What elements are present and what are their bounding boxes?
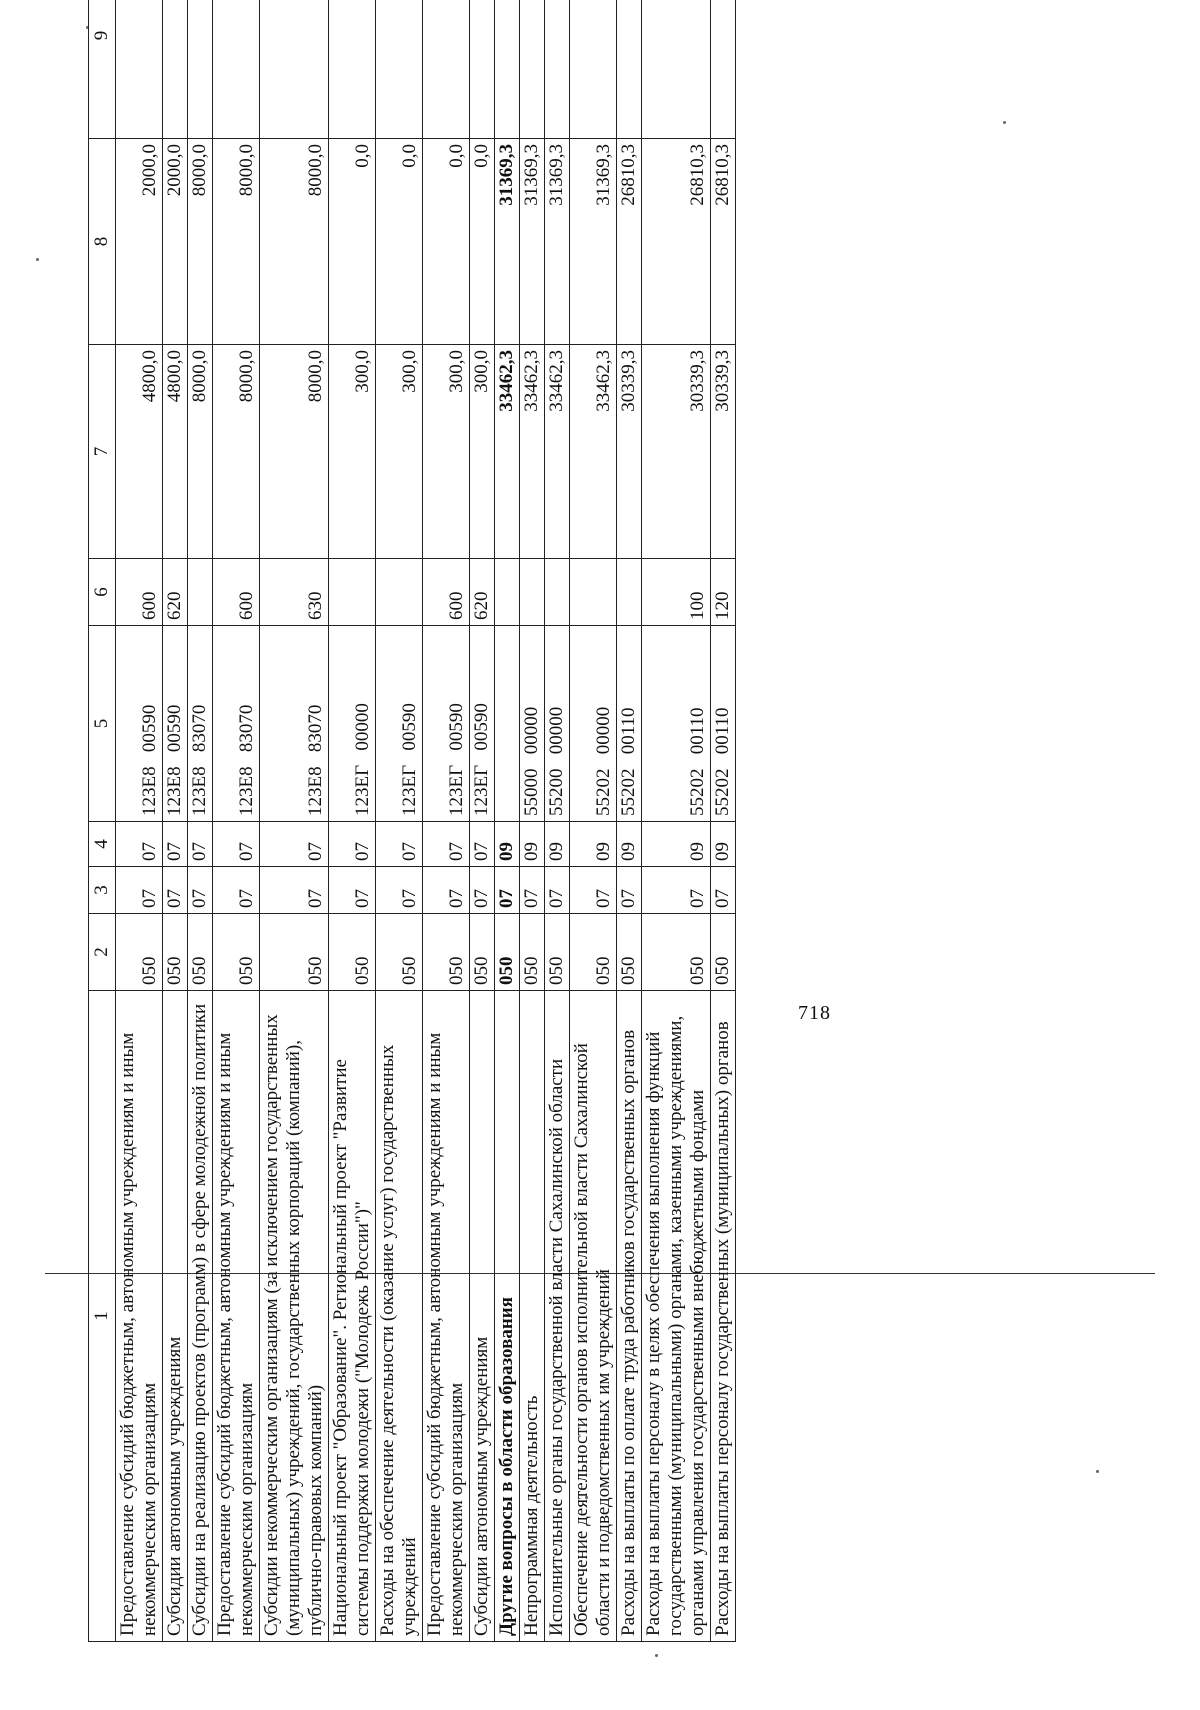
expense-type-code [545,559,570,626]
section-code: 07 [213,867,260,914]
admin-code: 050 [329,914,376,991]
column-header-9: 9 [89,0,116,139]
row-description: Расходы на выплаты персоналу в целях обеспечения выполнения функций государственными (муниципальными) органами, казенными учреждениями, органами управления государственными внебюджетными фондами [642,991,711,1642]
row-description: Субсидии автономным учреждениям [163,991,188,1642]
table-row [570,0,617,1642]
row-description: Предоставление субсидий бюджетным, автономным учреждениям и иным некоммерческим организациям [213,991,260,1642]
amount-col-8: 0,0 [423,139,470,345]
table-row [470,0,495,1642]
section-code: 07 [570,867,617,914]
amount-col-9 [545,0,570,139]
admin-code: 050 [188,914,213,991]
amount-col-7: 30339,3 [711,345,736,559]
row-description: Обеспечение деятельности органов исполнительной власти Сахалинской области и подведомственных им учреждений [570,991,617,1642]
subsection-code: 07 [116,822,163,867]
admin-code: 050 [520,914,545,991]
table-body [116,0,736,1642]
expense-type-code [520,559,545,626]
section-code: 07 [329,867,376,914]
amount-col-8: 31369,3 [570,139,617,345]
expense-type-code [376,559,423,626]
amount-col-7: 8000,0 [188,345,213,559]
row-description: Субсидии некоммерческим организациям (за исключением государственных (муниципальных) учреждений, государственных корпораций (компаний), публично-правовых компаний) [260,991,329,1642]
amount-col-8: 8000,0 [213,139,260,345]
amount-col-7: 300,0 [470,345,495,559]
column-header-4: 4 [89,822,116,867]
amount-col-8: 26810,3 [617,139,642,345]
expense-type-code [329,559,376,626]
amount-col-9 [470,0,495,139]
section-code: 07 [495,867,520,914]
amount-col-8: 8000,0 [260,139,329,345]
target-article-code: 123E8 00590 [116,626,163,822]
amount-col-9 [495,0,520,139]
admin-code: 050 [423,914,470,991]
target-article-code: 55202 00110 [642,626,711,822]
amount-col-8: 31369,3 [495,139,520,345]
target-article-code: 123E8 83070 [260,626,329,822]
amount-col-7: 33462,3 [495,345,520,559]
admin-code: 050 [116,914,163,991]
amount-col-8: 26810,3 [711,139,736,345]
target-article-code: 55202 00110 [617,626,642,822]
expense-type-code: 600 [423,559,470,626]
amount-col-9 [213,0,260,139]
table-row [376,0,423,1642]
expense-type-code [188,559,213,626]
row-description: Непрограммная деятельность [520,991,545,1642]
target-article-code [495,626,520,822]
subsection-code: 07 [376,822,423,867]
budget-table [88,0,736,1642]
row-description: Предоставление субсидий бюджетным, автономным учреждениям и иным некоммерческим организациям [116,991,163,1642]
subsection-code: 07 [188,822,213,867]
table-header-row [89,0,116,1642]
amount-col-8: 31369,3 [545,139,570,345]
target-article-code: 123ЕГ 00590 [376,626,423,822]
subsection-code: 07 [329,822,376,867]
section-code: 07 [163,867,188,914]
table-row [617,0,642,1642]
rotated-table-container [88,32,1158,1642]
subsection-code: 07 [213,822,260,867]
table-row [520,0,545,1642]
subsection-code: 09 [520,822,545,867]
amount-col-8: 26810,3 [642,139,711,345]
table-row [116,0,163,1642]
section-code: 07 [520,867,545,914]
row-description: Субсидии автономным учреждениям [470,991,495,1642]
amount-col-9 [116,0,163,139]
row-description: Национальный проект "Образование". Региональный проект "Развитие системы поддержки молодежи ("Молодежь России")" [329,991,376,1642]
section-code: 07 [545,867,570,914]
amount-col-9 [570,0,617,139]
expense-type-code: 100 [642,559,711,626]
expense-type-code: 620 [470,559,495,626]
row-description: Предоставление субсидий бюджетным, автономным учреждениям и иным некоммерческим организациям [423,991,470,1642]
section-code: 07 [116,867,163,914]
table-row [260,0,329,1642]
amount-col-9 [376,0,423,139]
amount-col-7: 30339,3 [642,345,711,559]
expense-type-code [570,559,617,626]
table-row [188,0,213,1642]
amount-col-7: 33462,3 [545,345,570,559]
table-row [163,0,188,1642]
target-article-code: 123E8 00590 [163,626,188,822]
subsection-code: 07 [423,822,470,867]
column-header-2: 2 [89,914,116,991]
scan-speck [655,1654,658,1657]
row-description: Расходы на обеспечение деятельности (оказание услуг) государственных учреждений [376,991,423,1642]
table-row [495,0,520,1642]
admin-code: 050 [470,914,495,991]
section-code: 07 [260,867,329,914]
target-article-code: 55200 00000 [545,626,570,822]
target-article-code: 123ЕГ 00590 [423,626,470,822]
section-code: 07 [470,867,495,914]
amount-col-7: 33462,3 [520,345,545,559]
section-code: 07 [376,867,423,914]
column-header-5: 5 [89,626,116,822]
table-row [423,0,470,1642]
expense-type-code: 630 [260,559,329,626]
admin-code: 050 [711,914,736,991]
page-number: 718 [798,1002,831,1024]
admin-code: 050 [376,914,423,991]
section-code: 07 [617,867,642,914]
row-description: Расходы на выплаты персоналу государственных (муниципальных) органов [711,991,736,1642]
subsection-code: 07 [260,822,329,867]
admin-code: 050 [570,914,617,991]
subsection-code: 09 [545,822,570,867]
row-description: Другие вопросы в области образования [495,991,520,1642]
amount-col-9 [423,0,470,139]
amount-col-9 [329,0,376,139]
amount-col-7: 300,0 [329,345,376,559]
table-row [329,0,376,1642]
row-description: Исполнительные органы государственной власти Сахалинской области [545,991,570,1642]
expense-type-code [617,559,642,626]
target-article-code: 123ЕГ 00000 [329,626,376,822]
admin-code: 050 [617,914,642,991]
amount-col-7: 33462,3 [570,345,617,559]
target-article-code: 55202 00000 [570,626,617,822]
amount-col-7: 300,0 [423,345,470,559]
amount-col-9 [642,0,711,139]
scan-speck [36,258,39,261]
column-header-7: 7 [89,345,116,559]
amount-col-7: 4800,0 [116,345,163,559]
column-header-8: 8 [89,139,116,345]
amount-col-9 [163,0,188,139]
amount-col-8: 31369,3 [520,139,545,345]
amount-col-9 [188,0,213,139]
row-description: Расходы на выплаты по оплате труда работников государственных органов [617,991,642,1642]
column-header-6: 6 [89,559,116,626]
expense-type-code: 120 [711,559,736,626]
expense-type-code: 620 [163,559,188,626]
admin-code: 050 [213,914,260,991]
amount-col-8: 2000,0 [116,139,163,345]
target-article-code: 123ЕГ 00590 [470,626,495,822]
column-header-3: 3 [89,867,116,914]
amount-col-7: 4800,0 [163,345,188,559]
subsection-code: 07 [163,822,188,867]
expense-type-code: 600 [116,559,163,626]
expense-type-code [495,559,520,626]
amount-col-9 [260,0,329,139]
subsection-code: 09 [642,822,711,867]
target-article-code: 123E8 83070 [213,626,260,822]
admin-code: 050 [545,914,570,991]
table-row [711,0,736,1642]
section-code: 07 [711,867,736,914]
column-header-1: 1 [89,991,116,1642]
subsection-code: 09 [570,822,617,867]
amount-col-7: 30339,3 [617,345,642,559]
section-code: 07 [642,867,711,914]
target-article-code: 55202 00110 [711,626,736,822]
amount-col-8: 0,0 [376,139,423,345]
admin-code: 050 [495,914,520,991]
admin-code: 050 [260,914,329,991]
amount-col-8: 2000,0 [163,139,188,345]
amount-col-8: 0,0 [329,139,376,345]
target-article-code: 55000 00000 [520,626,545,822]
table-row [213,0,260,1642]
subsection-code: 09 [495,822,520,867]
admin-code: 050 [642,914,711,991]
amount-col-9 [711,0,736,139]
amount-col-8: 0,0 [470,139,495,345]
admin-code: 050 [163,914,188,991]
section-code: 07 [188,867,213,914]
target-article-code: 123E8 83070 [188,626,213,822]
row-description: Субсидии на реализацию проектов (программ) в сфере молодежной политики [188,991,213,1642]
amount-col-7: 300,0 [376,345,423,559]
table-row [642,0,711,1642]
subsection-code: 07 [470,822,495,867]
amount-col-8: 8000,0 [188,139,213,345]
section-code: 07 [423,867,470,914]
amount-col-9 [520,0,545,139]
amount-col-7: 8000,0 [213,345,260,559]
expense-type-code: 600 [213,559,260,626]
subsection-code: 09 [711,822,736,867]
table-row [545,0,570,1642]
amount-col-9 [617,0,642,139]
subsection-code: 09 [617,822,642,867]
amount-col-7: 8000,0 [260,345,329,559]
